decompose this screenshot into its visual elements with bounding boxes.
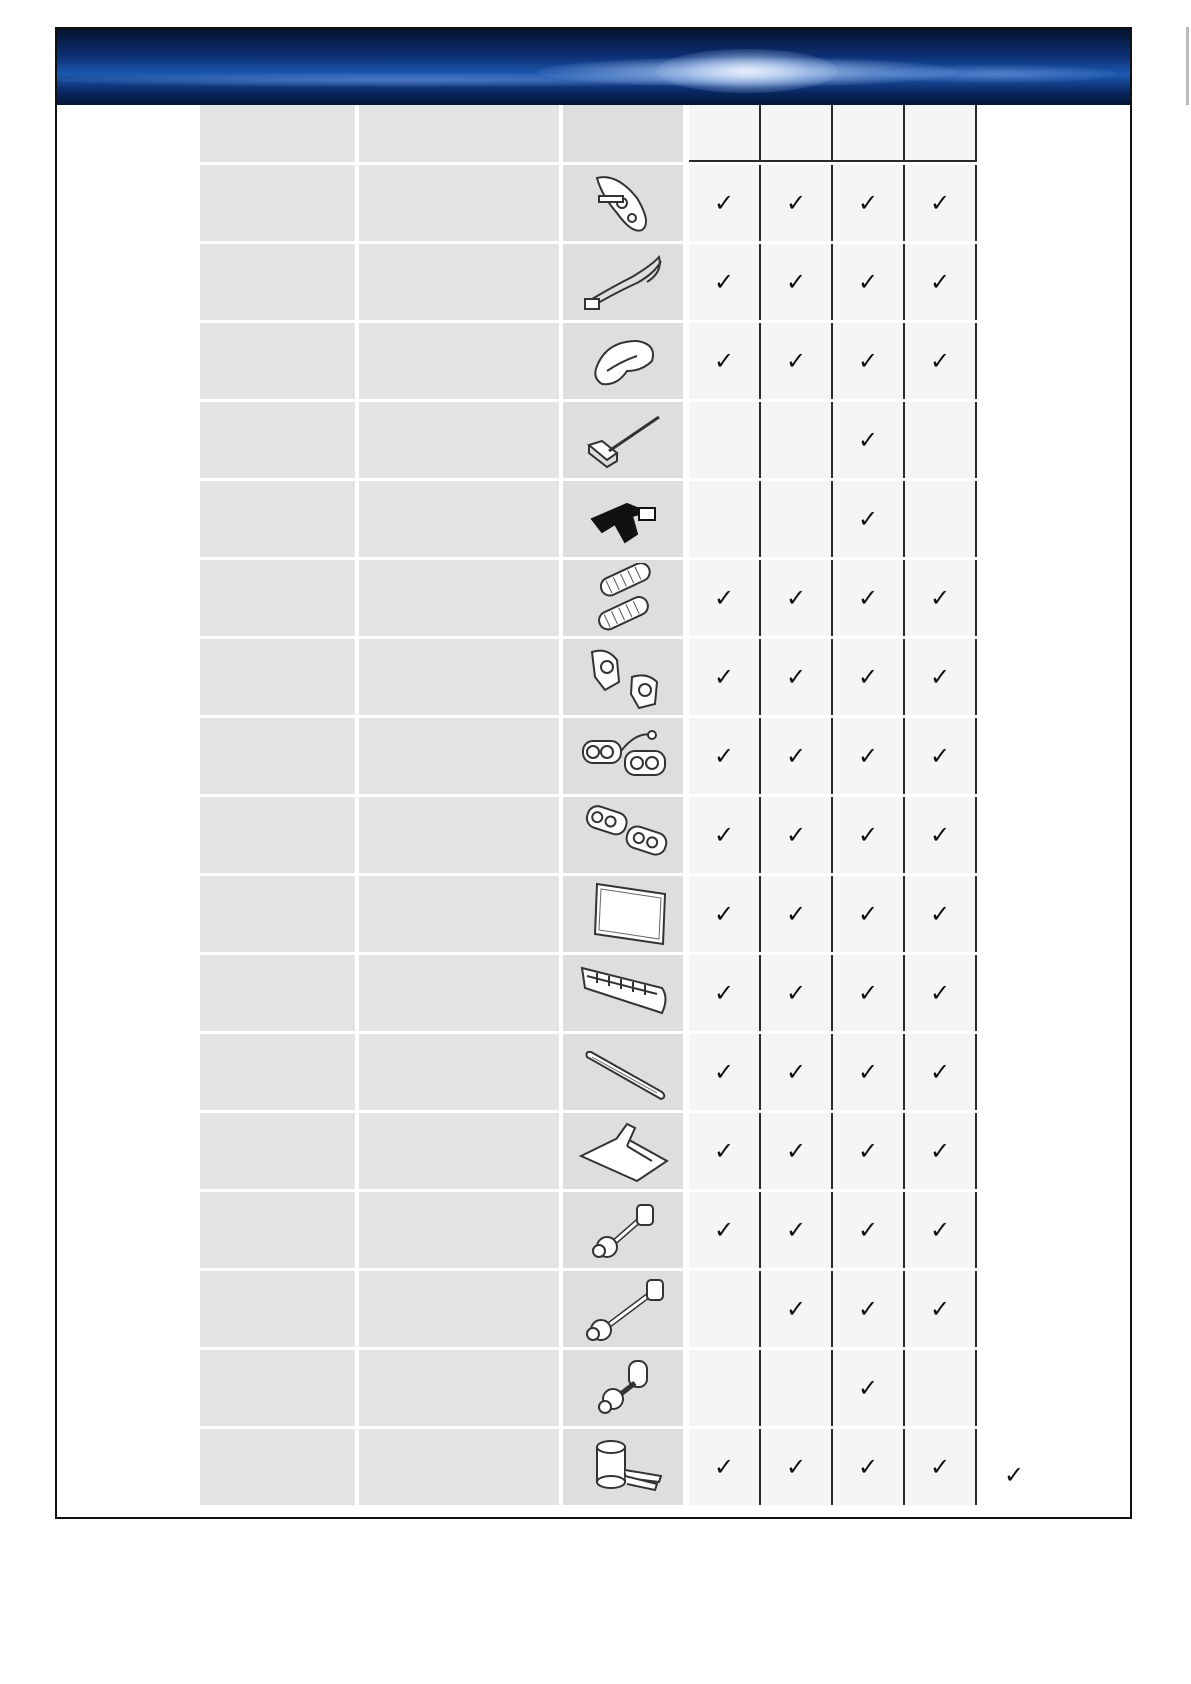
frame-clamp-icon <box>577 168 669 238</box>
check-mark: ✓ <box>929 1295 951 1323</box>
table-row <box>200 797 977 876</box>
check-cell-model-2 <box>761 1350 833 1426</box>
check-cell-model-1 <box>689 165 761 241</box>
check-cell-model-3 <box>833 402 905 478</box>
table-row <box>200 1429 977 1505</box>
table-row <box>200 244 977 323</box>
check-cell-model-1 <box>689 1192 761 1268</box>
cell-name <box>200 1192 359 1268</box>
cell-description <box>359 1271 563 1347</box>
check-mark: ✓ <box>785 189 807 217</box>
check-cell-model-4 <box>905 402 977 478</box>
check-cell-model-4 <box>905 244 977 320</box>
check-cell-model-4 <box>905 481 977 557</box>
table-header-row <box>200 105 977 165</box>
check-cell-model-3 <box>833 1271 905 1347</box>
wheel-holder-icon <box>577 326 669 396</box>
cell-description <box>359 323 563 399</box>
check-mark: ✓ <box>785 584 807 612</box>
check-cell-model-2 <box>761 639 833 715</box>
check-cell-model-3 <box>833 797 905 873</box>
check-mark: ✓ <box>857 1295 879 1323</box>
cell-name <box>200 639 359 715</box>
cell-name <box>200 797 359 873</box>
check-mark: ✓ <box>785 1453 807 1481</box>
check-mark: ✓ <box>857 1374 879 1402</box>
header-cell-model-3 <box>833 105 905 162</box>
table-row <box>200 955 977 1034</box>
lights-icon <box>577 800 669 870</box>
check-mark: ✓ <box>857 821 879 849</box>
table-row <box>200 165 977 244</box>
lock-cylinder-icon <box>577 1432 669 1502</box>
check-mark: ✓ <box>785 347 807 375</box>
check-mark: ✓ <box>713 268 735 296</box>
check-mark: ✓ <box>929 1058 951 1086</box>
base-plate-icon <box>577 1116 669 1186</box>
cell-image <box>563 560 689 636</box>
cell-description <box>359 560 563 636</box>
check-mark: ✓ <box>713 1137 735 1165</box>
cell-name <box>200 1034 359 1110</box>
cell-image <box>563 1429 689 1505</box>
table-row <box>200 1271 977 1350</box>
short-arm-icon <box>577 1195 669 1265</box>
check-mark: ✓ <box>713 1453 735 1481</box>
cell-description <box>359 955 563 1031</box>
cell-name <box>200 481 359 557</box>
check-cell-model-1 <box>689 955 761 1031</box>
cell-image <box>563 876 689 952</box>
check-mark: ✓ <box>713 1058 735 1086</box>
check-cell-model-3 <box>833 1429 905 1505</box>
table-row <box>200 1113 977 1192</box>
check-cell-model-2 <box>761 1034 833 1110</box>
strap-icon <box>577 247 669 317</box>
cell-image <box>563 323 689 399</box>
check-cell-model-4 <box>905 955 977 1031</box>
check-mark: ✓ <box>929 347 951 375</box>
cell-description <box>359 1034 563 1110</box>
check-cell-model-1 <box>689 244 761 320</box>
check-mark: ✓ <box>857 742 879 770</box>
check-mark: ✓ <box>785 821 807 849</box>
check-cell-model-3 <box>833 244 905 320</box>
check-mark: ✓ <box>929 268 951 296</box>
lights-wired-icon <box>577 721 669 791</box>
check-cell-model-4 <box>905 1034 977 1110</box>
check-mark: ✓ <box>713 584 735 612</box>
check-cell-model-4 <box>905 165 977 241</box>
check-mark: ✓ <box>929 189 951 217</box>
cell-description <box>359 244 563 320</box>
check-cell-model-1 <box>689 1113 761 1189</box>
cell-name <box>200 718 359 794</box>
check-cell-model-2 <box>761 244 833 320</box>
check-cell-model-1 <box>689 797 761 873</box>
check-mark: ✓ <box>713 189 735 217</box>
table-row <box>200 639 977 718</box>
check-mark: ✓ <box>785 1137 807 1165</box>
black-clip-icon <box>577 484 669 554</box>
table-row <box>200 718 977 797</box>
cell-name <box>200 323 359 399</box>
cell-image <box>563 1350 689 1426</box>
cell-image <box>563 244 689 320</box>
cell-image <box>563 1192 689 1268</box>
cell-description <box>359 165 563 241</box>
check-cell-model-4 <box>905 1192 977 1268</box>
check-mark: ✓ <box>785 900 807 928</box>
table-row <box>200 560 977 639</box>
cell-description <box>359 1429 563 1505</box>
header-cell-model-2 <box>761 105 833 162</box>
cell-name <box>200 1113 359 1189</box>
cell-description <box>359 718 563 794</box>
header-cell-model-4 <box>905 105 977 162</box>
table-row <box>200 1192 977 1271</box>
cell-description <box>359 639 563 715</box>
check-mark: ✓ <box>929 900 951 928</box>
long-arm-icon <box>577 1274 669 1344</box>
check-cell-model-4 <box>905 1350 977 1426</box>
check-mark: ✓ <box>857 505 879 533</box>
cell-image <box>563 1034 689 1110</box>
check-mark: ✓ <box>713 663 735 691</box>
check-mark: ✓ <box>929 742 951 770</box>
check-mark: ✓ <box>857 1137 879 1165</box>
cell-image <box>563 718 689 794</box>
check-cell-model-2 <box>761 1271 833 1347</box>
check-cell-model-2 <box>761 165 833 241</box>
cell-image <box>563 1113 689 1189</box>
cell-image <box>563 1271 689 1347</box>
clamp-knobs-icon <box>577 642 669 712</box>
cell-image <box>563 165 689 241</box>
check-mark: ✓ <box>713 1216 735 1244</box>
check-mark: ✓ <box>857 347 879 375</box>
table-row <box>200 1350 977 1429</box>
rail-strip-icon <box>577 1037 669 1107</box>
cell-name <box>200 244 359 320</box>
check-cell-model-2 <box>761 1429 833 1505</box>
check-cell-model-1 <box>689 639 761 715</box>
check-cell-model-3 <box>833 1350 905 1426</box>
header-cell-name <box>200 105 359 162</box>
check-cell-model-3 <box>833 1113 905 1189</box>
header-banner <box>57 29 1130 105</box>
check-cell-model-1 <box>689 1429 761 1505</box>
check-mark: ✓ <box>785 663 807 691</box>
check-cell-model-4 <box>905 560 977 636</box>
lock-knob-icon <box>577 1353 669 1423</box>
check-mark: ✓ <box>857 1216 879 1244</box>
check-cell-model-4 <box>905 718 977 794</box>
check-cell-model-2 <box>761 955 833 1031</box>
check-mark: ✓ <box>713 347 735 375</box>
check-cell-model-3 <box>833 718 905 794</box>
cell-image <box>563 402 689 478</box>
check-cell-model-1 <box>689 1350 761 1426</box>
check-mark: ✓ <box>713 821 735 849</box>
check-mark: ✓ <box>857 663 879 691</box>
check-cell-model-4 <box>905 323 977 399</box>
check-mark: ✓ <box>713 979 735 1007</box>
check-cell-model-4 <box>905 876 977 952</box>
foam-pads-icon <box>577 563 669 633</box>
table-row <box>200 1034 977 1113</box>
check-mark: ✓ <box>929 1453 951 1481</box>
check-mark: ✓ <box>929 979 951 1007</box>
header-cell-image <box>563 105 689 162</box>
check-mark: ✓ <box>785 1058 807 1086</box>
check-cell-model-1 <box>689 718 761 794</box>
check-cell-model-1 <box>689 876 761 952</box>
check-mark: ✓ <box>929 821 951 849</box>
check-cell-model-3 <box>833 481 905 557</box>
check-cell-model-3 <box>833 639 905 715</box>
table-row <box>200 481 977 560</box>
check-mark: ✓ <box>857 189 879 217</box>
check-cell-model-3 <box>833 165 905 241</box>
check-cell-model-2 <box>761 402 833 478</box>
check-mark: ✓ <box>929 1216 951 1244</box>
check-cell-model-4 <box>905 1429 977 1505</box>
check-mark: ✓ <box>857 1058 879 1086</box>
page-edge-mark <box>1186 27 1189 105</box>
cell-description <box>359 876 563 952</box>
header-cell-model-1 <box>689 105 761 162</box>
cell-image <box>563 797 689 873</box>
light-bar-icon <box>577 958 669 1028</box>
check-mark: ✓ <box>785 268 807 296</box>
cell-description <box>359 481 563 557</box>
check-cell-model-3 <box>833 1034 905 1110</box>
check-mark: ✓ <box>713 742 735 770</box>
check-mark: ✓ <box>857 979 879 1007</box>
check-cell-model-2 <box>761 876 833 952</box>
check-mark: ✓ <box>785 742 807 770</box>
check-mark: ✓ <box>857 268 879 296</box>
check-mark: ✓ <box>857 1453 879 1481</box>
check-cell-model-2 <box>761 560 833 636</box>
cell-name <box>200 1271 359 1347</box>
cell-image <box>563 955 689 1031</box>
check-mark: ✓ <box>857 900 879 928</box>
check-cell-model-3 <box>833 560 905 636</box>
check-mark: ✓ <box>929 1137 951 1165</box>
cell-name <box>200 560 359 636</box>
extra-check-mark: ✓ <box>1004 1461 1025 1489</box>
check-cell-model-3 <box>833 1192 905 1268</box>
table-row <box>200 323 977 402</box>
check-mark: ✓ <box>785 1295 807 1323</box>
cell-name <box>200 1350 359 1426</box>
license-plate-icon <box>577 879 669 949</box>
wheel-strap-icon <box>577 405 669 475</box>
cell-name <box>200 955 359 1031</box>
check-cell-model-3 <box>833 323 905 399</box>
cell-description <box>359 1113 563 1189</box>
check-cell-model-3 <box>833 876 905 952</box>
cell-description <box>359 797 563 873</box>
check-cell-model-4 <box>905 1113 977 1189</box>
check-cell-model-4 <box>905 639 977 715</box>
check-mark: ✓ <box>857 584 879 612</box>
cell-image <box>563 481 689 557</box>
check-mark: ✓ <box>857 426 879 454</box>
cell-name <box>200 1429 359 1505</box>
cell-description <box>359 1192 563 1268</box>
cell-description <box>359 1350 563 1426</box>
cell-image <box>563 639 689 715</box>
check-cell-model-1 <box>689 323 761 399</box>
check-mark: ✓ <box>929 584 951 612</box>
check-mark: ✓ <box>785 979 807 1007</box>
check-cell-model-2 <box>761 323 833 399</box>
check-cell-model-2 <box>761 797 833 873</box>
cell-name <box>200 165 359 241</box>
check-cell-model-4 <box>905 1271 977 1347</box>
table-row <box>200 402 977 481</box>
cell-name <box>200 402 359 478</box>
cell-name <box>200 876 359 952</box>
check-cell-model-1 <box>689 1271 761 1347</box>
check-mark: ✓ <box>785 1216 807 1244</box>
check-mark: ✓ <box>713 900 735 928</box>
check-cell-model-1 <box>689 481 761 557</box>
check-cell-model-2 <box>761 1113 833 1189</box>
check-cell-model-2 <box>761 1192 833 1268</box>
check-cell-model-4 <box>905 797 977 873</box>
check-cell-model-2 <box>761 718 833 794</box>
check-cell-model-1 <box>689 560 761 636</box>
header-cell-description <box>359 105 563 162</box>
table-row <box>200 876 977 955</box>
check-cell-model-3 <box>833 955 905 1031</box>
check-cell-model-2 <box>761 481 833 557</box>
check-cell-model-1 <box>689 1034 761 1110</box>
check-mark: ✓ <box>929 663 951 691</box>
accessories-table <box>200 105 977 1505</box>
cell-description <box>359 402 563 478</box>
check-cell-model-1 <box>689 402 761 478</box>
